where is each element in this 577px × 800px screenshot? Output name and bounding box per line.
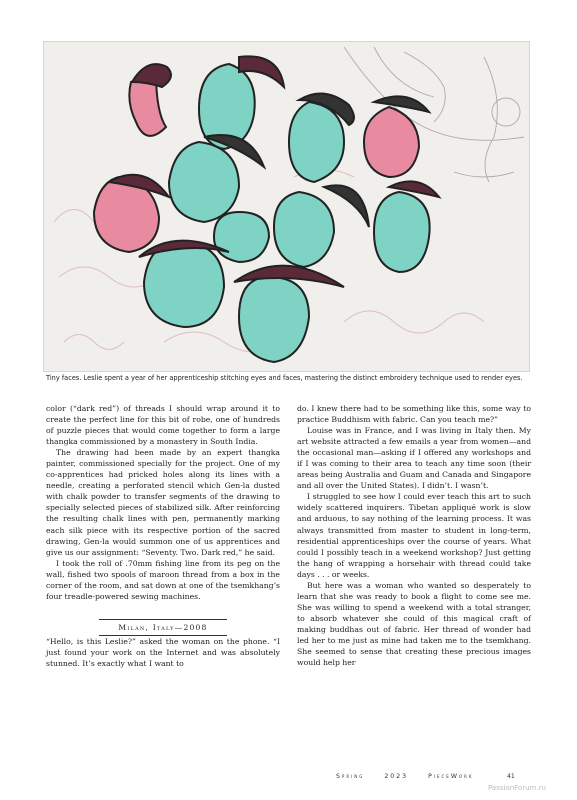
running-footer [336, 773, 490, 780]
section-heading-text: Milan, Italy—2008 [118, 622, 208, 632]
footer-year: 2023 [384, 773, 409, 780]
watermark: PassionForum.ru [488, 784, 546, 792]
paragraph: Louise was in France, and I was living in Italy then. My art website attracted a few emails a year from women—and the occasional man—asking if I offered any workshops and if I was coming to their area to teach any time soon (their areas being Australia and Guam and Canada and Singapore and all over the United States). I didn’t. I wasn’t. [297, 426, 531, 491]
face-teal-small-center [214, 212, 269, 262]
paragraph: I struggled to see how I could ever teach this art to such widely scattered inquirers. Tibetan appliqué work is slow and arduous, to say nothing of the learning process. It was always transmitted from master to student in long-term, residential apprenticeships over the course of years. What could I possibly teach in a weekend workshop? Just getting the hang of wrapping a horsehair with thread could take days . . . or weeks. [297, 492, 531, 579]
heading-rule-top [99, 619, 227, 620]
article-column-right [297, 403, 531, 668]
page-number: 41 [507, 773, 515, 780]
photo-tiny-faces [43, 41, 530, 372]
footer-magazine: PieceWork [428, 773, 474, 780]
paragraph: do. I knew there had to be something like this, some way to practice Buddhism with fabric. Can you teach me?” [297, 404, 531, 425]
section-heading [46, 619, 280, 636]
paragraph: “Hello, is this Leslie?” asked the woman on the phone. “I just found your work on the Internet and was absolutely stunned. It’s exactly what I want to [46, 636, 280, 668]
appliqued-faces-illustration [44, 42, 529, 371]
paragraph: The drawing had been made by an expert thangka painter, commissioned specially for the project. One of my co-apprentices had pricked holes along its lines with a needle, creating a perforated stencil which Gen-la dusted with chalk powder to transfer segments of the drawing to specially selected pieces of stabilized silk. After reinforcing the resulting chalk lines with pen, permanently marking each silk piece with its respective portion of the sacred drawing, Gen-la would summon one of us apprentices and give us our assignment: “Seventy. Two. Dark red,” he said. [46, 448, 280, 557]
paragraph: I took the roll of .70mm fishing line from its peg on the wall, fished two spools of maroon thread from a box in the corner of the room, and sat down at one of the tsemkhang’s four treadle-powered sewing machines. [46, 558, 280, 601]
paragraph: But here was a woman who wanted so desperately to learn that she was ready to book a flight to come see me. She was willing to spend a weekend with a total stranger, to absorb whatever she could of this magical craft of making buddhas out of fabric. Her thread of wonder had led her to me just as mine had taken me to the tsemkhang. She seemed to sense that creating these precious images would help her [297, 580, 531, 668]
footer-season: Spring [336, 773, 365, 780]
article-column-left [46, 403, 280, 669]
photo-caption: Tiny faces. Leslie spent a year of her apprenticeship stitching eyes and faces, mastering the distinct embroidery technique used to render eyes. [46, 374, 523, 382]
paragraph: color (“dark red”) of threads I should wrap around it to create the perfect line for this bit of robe, one of hundreds of puzzle pieces that would come together to form a large thangka commissioned by a monastery in South India. [46, 404, 280, 447]
